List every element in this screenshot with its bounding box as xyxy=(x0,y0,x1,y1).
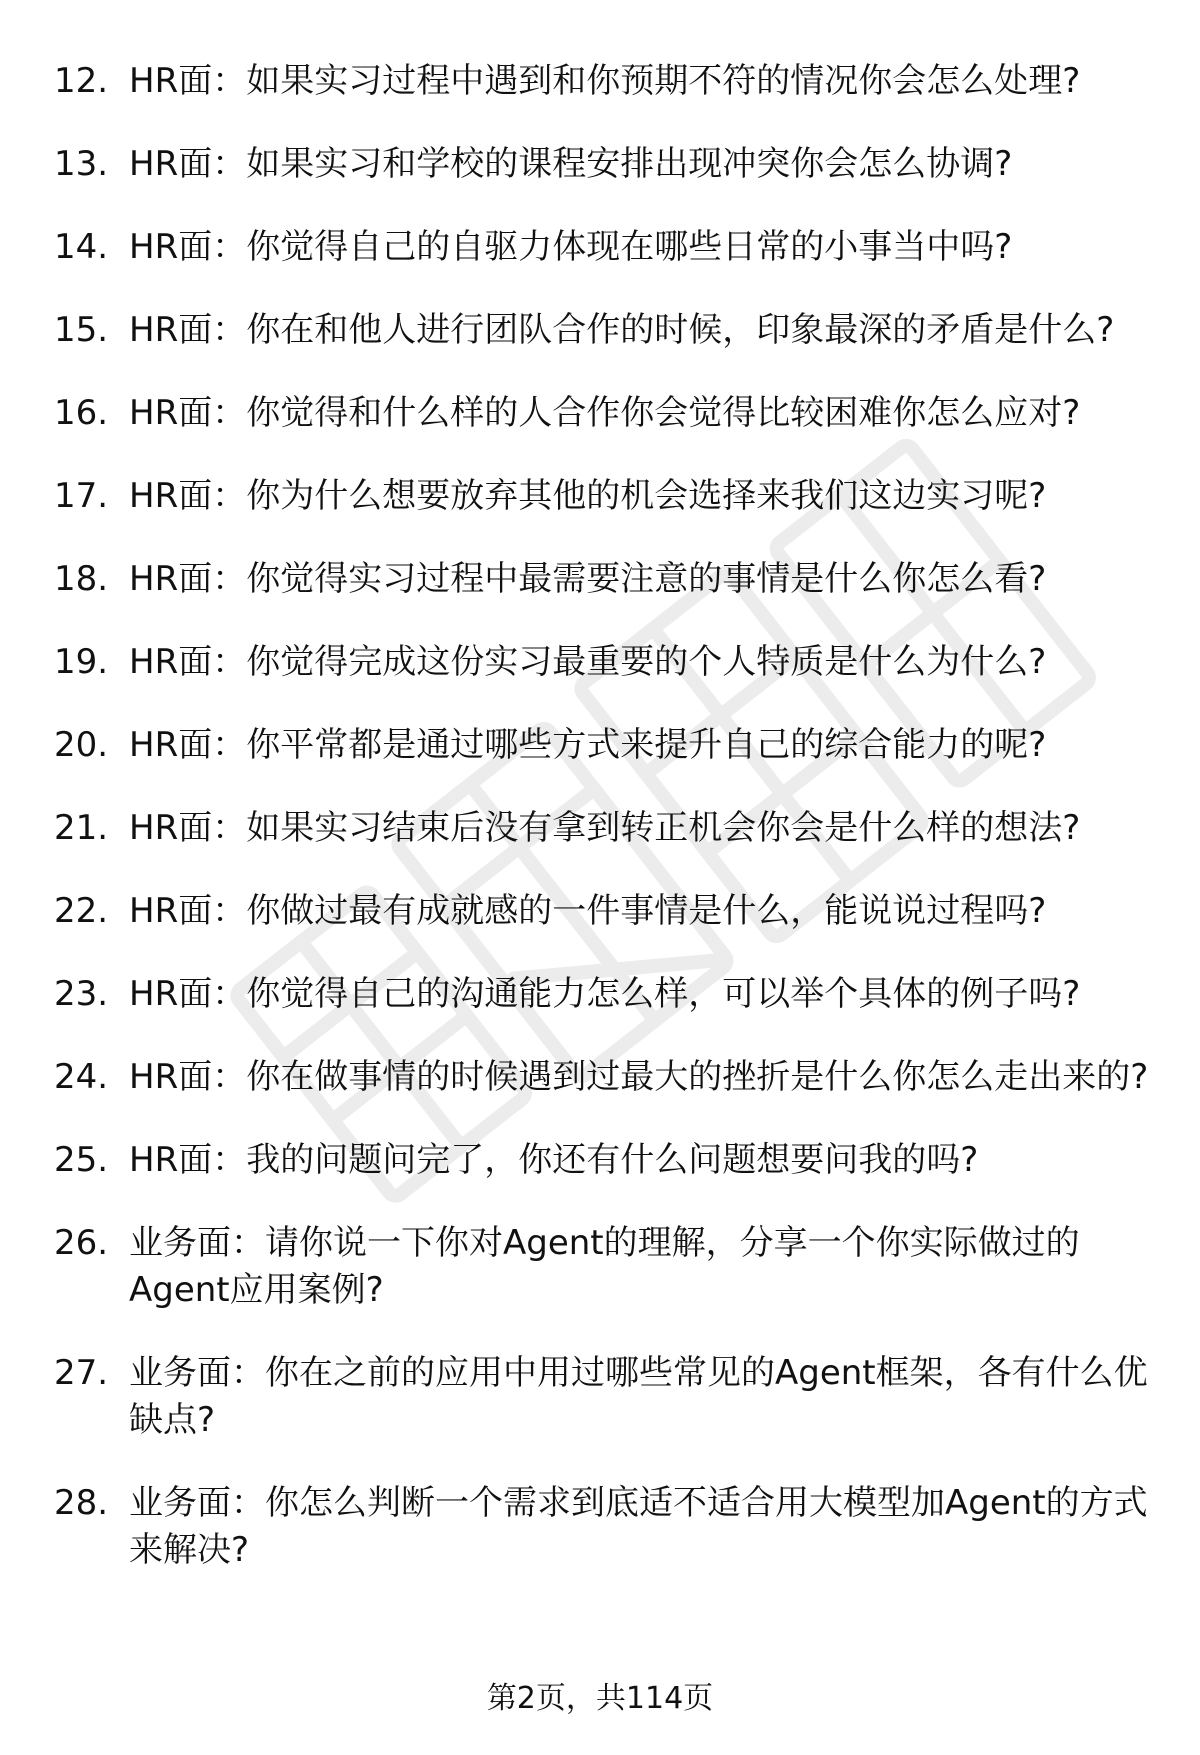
list-item xyxy=(0,1137,1200,1184)
list-item xyxy=(0,307,1200,354)
question-text: HR面：你在和他人进行团队合作的时候，印象最深的矛盾是什么? xyxy=(129,310,1115,350)
list-item xyxy=(0,1350,1200,1444)
question-number: 27. xyxy=(54,1353,109,1393)
question-text: HR面：你在做事情的时候遇到过最大的挫折是什么你怎么走出来的? xyxy=(129,1057,1149,1097)
list-item xyxy=(0,722,1200,769)
question-number: 25. xyxy=(54,1140,109,1180)
question-text: HR面：你做过最有成就感的一件事情是什么，能说说过程吗? xyxy=(129,891,1047,931)
question-text: HR面：你平常都是通过哪些方式来提升自己的综合能力的呢? xyxy=(129,725,1047,765)
question-number: 28. xyxy=(54,1483,109,1523)
question-number: 23. xyxy=(54,974,109,1014)
question-number: 20. xyxy=(54,725,109,765)
question-text: HR面：如果实习和学校的课程安排出现冲突你会怎么协调? xyxy=(129,144,1013,184)
question-number: 16. xyxy=(54,393,109,433)
question-number: 18. xyxy=(54,559,109,599)
question-number: 24. xyxy=(54,1057,109,1097)
question-number: 15. xyxy=(54,310,109,350)
question-text: HR面：如果实习过程中遇到和你预期不符的情况你会怎么处理? xyxy=(129,61,1081,101)
list-item xyxy=(0,805,1200,852)
question-text: 业务面：你怎么判断一个需求到底适不适合用大模型加Agent的方式来解决? xyxy=(129,1483,1148,1570)
list-item xyxy=(0,390,1200,437)
question-number: 19. xyxy=(54,642,109,682)
question-text: HR面：你觉得自己的沟通能力怎么样，可以举个具体的例子吗? xyxy=(129,974,1081,1014)
question-number: 12. xyxy=(54,61,109,101)
list-item xyxy=(0,971,1200,1018)
question-text: HR面：我的问题问完了，你还有什么问题想要问我的吗? xyxy=(129,1140,979,1180)
list-item xyxy=(0,224,1200,271)
question-number: 14. xyxy=(54,227,109,267)
question-number: 26. xyxy=(54,1223,109,1263)
page-footer: 第2页，共114页 xyxy=(486,1681,714,1716)
list-item xyxy=(0,1220,1200,1314)
list-item xyxy=(0,639,1200,686)
list-item xyxy=(0,1054,1200,1101)
question-text: HR面：你觉得实习过程中最需要注意的事情是什么你怎么看? xyxy=(129,559,1047,599)
list-item xyxy=(0,1480,1200,1574)
question-text: HR面：你为什么想要放弃其他的机会选择来我们这边实习呢? xyxy=(129,476,1047,516)
question-text: HR面：如果实习结束后没有拿到转正机会你会是什么样的想法? xyxy=(129,808,1081,848)
list-item xyxy=(0,888,1200,935)
question-text: HR面：你觉得自己的自驱力体现在哪些日常的小事当中吗? xyxy=(129,227,1013,267)
list-item xyxy=(0,58,1200,105)
question-number: 22. xyxy=(54,891,109,931)
question-text: 业务面：你在之前的应用中用过哪些常见的Agent框架，各有什么优缺点? xyxy=(129,1353,1148,1440)
question-list xyxy=(0,58,1200,1610)
question-text: 业务面：请你说一下你对Agent的理解，分享一个你实际做过的Agent应用案例? xyxy=(129,1223,1080,1310)
list-item xyxy=(0,141,1200,188)
question-text: HR面：你觉得完成这份实习最重要的个人特质是什么为什么? xyxy=(129,642,1047,682)
question-number: 17. xyxy=(54,476,109,516)
list-item xyxy=(0,473,1200,520)
question-text: HR面：你觉得和什么样的人合作你会觉得比较困难你怎么应对? xyxy=(129,393,1081,433)
list-item xyxy=(0,556,1200,603)
question-number: 21. xyxy=(54,808,109,848)
question-number: 13. xyxy=(54,144,109,184)
